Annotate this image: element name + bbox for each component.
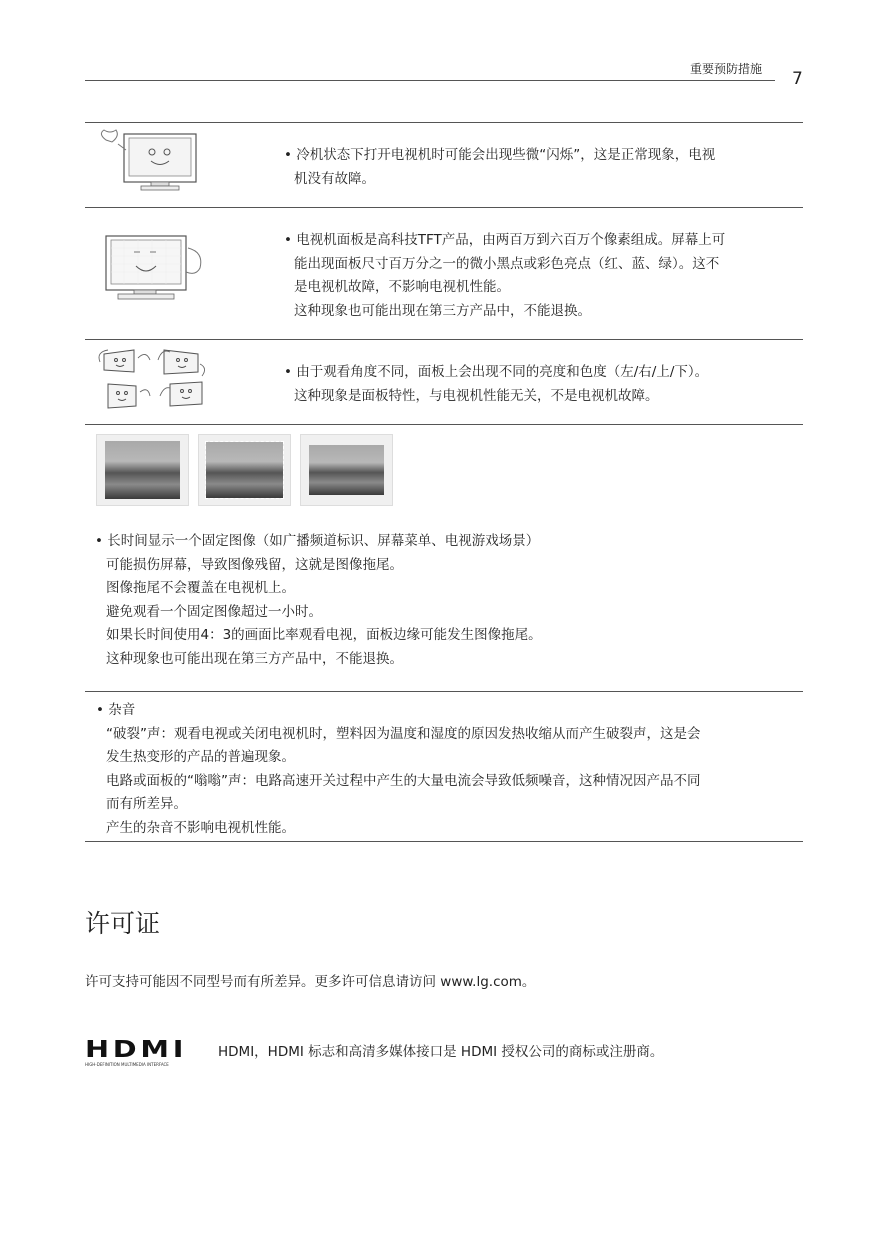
hdmi-logo-wordmark: HDMI — [85, 1037, 188, 1063]
divider — [85, 207, 803, 208]
hdmi-logo — [85, 1038, 187, 1068]
hdmi-trademark-text: HDMI，HDMI 标志和高清多媒体接口是 HDMI 授权公司的商标或注册商。 — [218, 1044, 664, 1060]
text-line: • 由于观看角度不同，面板上会出现不同的亮度和色度（左/右/上/下）。 — [284, 364, 709, 380]
divider — [85, 841, 803, 842]
text-line: 这种现象也可能出现在第三方产品中，不能退换。 — [106, 650, 403, 667]
image-sticking-photo-wide — [96, 434, 189, 506]
text-line: 产生的杂音不影响电视机性能。 — [106, 819, 295, 836]
section-title: 重要预防措施 — [690, 62, 763, 76]
text-line: 是电视机故障，不影响电视机性能。 — [294, 279, 510, 295]
tv-flicker-illustration — [96, 128, 206, 194]
divider — [85, 691, 803, 692]
divider — [85, 424, 803, 425]
flicker-note — [284, 144, 715, 191]
divider — [85, 122, 803, 123]
viewing-angle-note — [284, 361, 708, 408]
text-line: 图像拖尾不会覆盖在电视机上。 — [106, 580, 295, 596]
text-line: 能出现面板尺寸百万分之一的微小黑点或彩色亮点（红、蓝、绿）。这不 — [294, 255, 720, 272]
license-text: 许可支持可能因不同型号而有所差异。更多许可信息请访问 www.lg.com。 — [85, 974, 536, 990]
page-number: 7 — [792, 69, 803, 89]
image-sticking-note — [95, 530, 542, 671]
header-divider — [85, 80, 775, 81]
license-heading: 许可证 — [85, 909, 161, 938]
text-line: “破裂”声：观看电视或关闭电视机时，塑料因为温度和湿度的原因发热收缩从而产生破裂声，这是会 — [106, 725, 701, 742]
tv-pixel-illustration — [104, 232, 214, 304]
text-line: 而有所差异。 — [106, 796, 187, 812]
viewing-angle-illustration — [98, 348, 210, 412]
text-line: 机没有故障。 — [294, 170, 375, 187]
text-line: • 杂音 — [96, 702, 136, 718]
text-line: 避免观看一个固定图像超过一小时。 — [106, 603, 322, 620]
pixel-note — [284, 229, 725, 323]
text-line: 如果长时间使用4：3的画面比率观看电视，面板边缘可能发生图像拖尾。 — [106, 627, 542, 643]
text-line: • 冷机状态下打开电视机时可能会出现些微“闪烁”，这是正常现象，电视 — [284, 147, 716, 163]
text-line: 这种现象也可能出现在第三方产品中，不能退换。 — [294, 302, 591, 319]
noise-note — [96, 699, 701, 840]
divider — [85, 339, 803, 340]
image-sticking-photo-framed — [198, 434, 291, 506]
image-sticking-photo-letterbox — [300, 434, 393, 506]
text-line: 发生热变形的产品的普遍现象。 — [106, 749, 295, 765]
text-line: 这种现象是面板特性，与电视机性能无关，不是电视机故障。 — [294, 387, 659, 404]
text-line: • 电视机面板是高科技TFT产品，由两百万到六百万个像素组成。屏幕上可 — [284, 232, 726, 248]
text-line: 电路或面板的“嗡嗡”声：电路高速开关过程中产生的大量电流会导致低频噪音，这种情况因产品不同 — [106, 772, 701, 789]
text-line: 可能损伤屏幕，导致图像残留，这就是图像拖尾。 — [106, 556, 403, 573]
hdmi-logo-tagline: HIGH-DEFINITION MULTIMEDIA INTERFACE — [85, 1062, 169, 1067]
text-line: • 长时间显示一个固定图像（如广播频道标识、屏幕菜单、电视游戏场景） — [95, 533, 540, 549]
